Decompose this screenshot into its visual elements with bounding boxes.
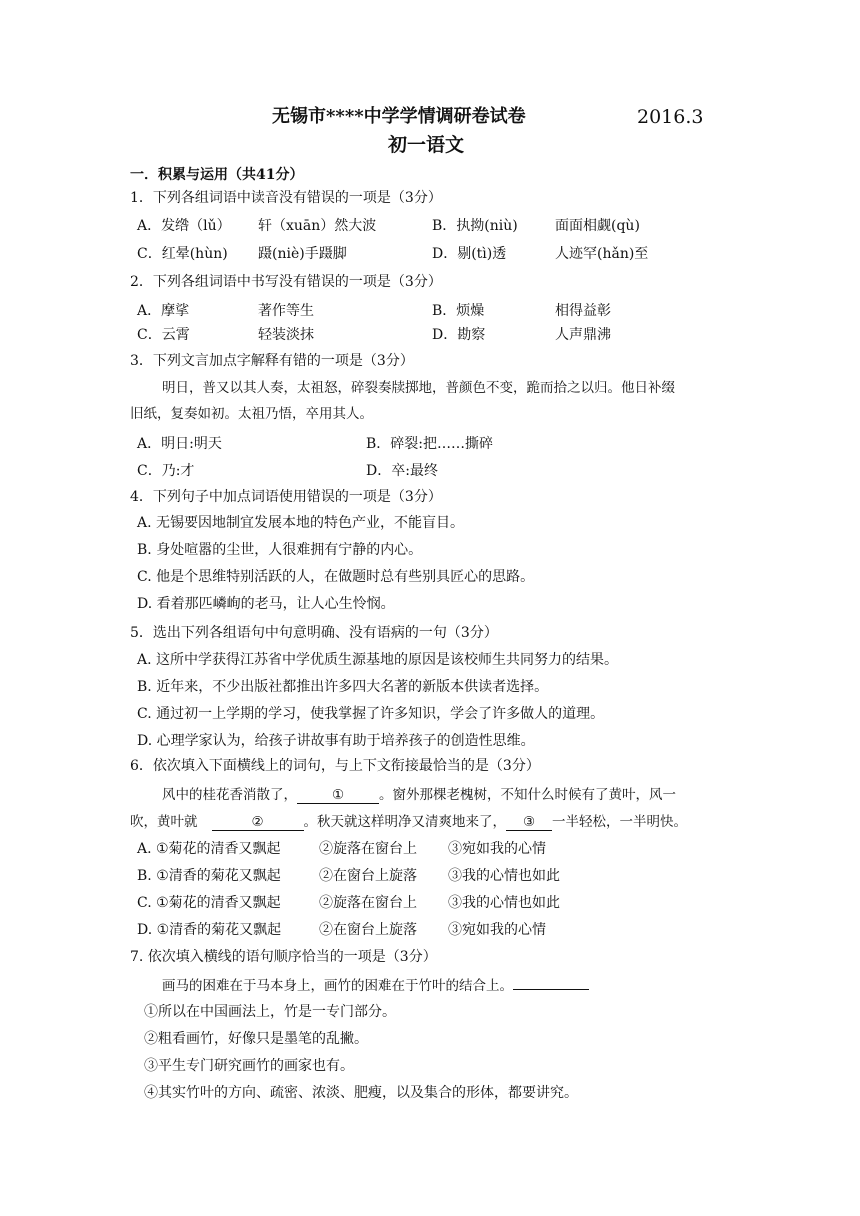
q7-blank <box>513 975 589 990</box>
q2-option-d-part1: D．勘察 <box>432 327 486 343</box>
q6-option-c-3: ③我的心情也如此 <box>448 895 560 911</box>
q6-option-a-1: A. ①菊花的清香又飘起 <box>137 841 281 857</box>
q7-sentence-4: ④其实竹叶的方向、疏密、浓淡、肥瘦，以及集合的形体，都要讲究。 <box>144 1085 578 1101</box>
q3-passage-line1: 明日，普又以其人奏，太祖怒，碎裂奏牍掷地，普颜色不变，跪而拾之以归。他日补缀 <box>162 380 675 396</box>
q1-option-d-part1: D．剔(tì)透 <box>432 246 507 262</box>
question-1-stem: 1．下列各组词语中读音没有错误的一项是（3分） <box>130 190 442 206</box>
blank-3: ③ <box>506 814 552 831</box>
q6-passage-part: 一半轻松，一半明快。 <box>552 814 687 830</box>
q3-passage-line2: 旧纸，复奏如初。太祖乃悟，卒用其人。 <box>130 406 373 422</box>
q7-passage <box>162 975 589 995</box>
question-4-stem: 4．下列句子中加点词语使用错误的一项是（3分） <box>130 489 442 505</box>
exam-date: 2016.3 <box>637 106 704 128</box>
q6-option-b-1: B. ①清香的菊花又飘起 <box>137 868 281 884</box>
q3-option-c: C．乃:才 <box>137 463 195 479</box>
q2-option-b-part2: 相得益彰 <box>555 303 611 319</box>
q7-sentence-3: ③平生专门研究画竹的画家也有。 <box>144 1058 354 1074</box>
q5-option-a: A. 这所中学获得江苏省中学优质生源基地的原因是该校师生共同努力的结果。 <box>137 652 619 668</box>
blank-1: ① <box>297 787 379 804</box>
q2-option-c-part1: C．云霄 <box>137 327 190 343</box>
q6-option-d-3: ③宛如我的心情 <box>448 922 546 938</box>
q2-option-c-part2: 轻装淡抹 <box>258 327 314 343</box>
q6-passage-part: 吹，黄叶就 <box>130 814 198 830</box>
q5-option-d: D. 心理学家认为，给孩子讲故事有助于培养孩子的创造性思维。 <box>137 733 535 749</box>
q1-option-b-part1: B．执拗(niù) <box>432 218 518 234</box>
q6-option-a-2: ②旋落在窗台上 <box>319 841 417 857</box>
blank-2: ② <box>212 814 304 831</box>
q7-sentence-1: ①所以在中国画法上，竹是一专门部分。 <box>144 1004 396 1020</box>
q3-option-d: D．卒:最终 <box>366 463 438 479</box>
q6-option-d-2: ②在窗台上旋落 <box>319 922 417 938</box>
q2-option-a-part2: 著作等生 <box>258 303 314 319</box>
q5-option-b: B. 近年来，不少出版社都推出许多四大名著的新版本供读者选择。 <box>137 679 549 695</box>
q1-option-c-part2: 蹑(niè)手蹑脚 <box>258 246 347 262</box>
q2-option-d-part2: 人声鼎沸 <box>555 327 611 343</box>
section-heading: 一．积累与运用（共41分） <box>130 167 304 183</box>
question-6-stem: 6．依次填入下面横线上的词句，与上下文衔接最恰当的是（3分） <box>130 758 540 774</box>
q6-option-a-3: ③宛如我的心情 <box>448 841 546 857</box>
q1-option-a-part2: 轩（xuān）然大波 <box>258 218 377 234</box>
question-2-stem: 2．下列各组词语中书写没有错误的一项是（3分） <box>130 274 442 290</box>
q6-option-c-2: ②旋落在窗台上 <box>319 895 417 911</box>
q6-option-d-1: D. ①清香的菊花又飘起 <box>137 922 282 938</box>
q6-passage-part: 。窗外那棵老槐树，不知什么时候有了黄叶，风一 <box>379 787 676 803</box>
q2-option-b-part1: B．烦燥 <box>432 303 485 319</box>
q4-option-c: C. 他是个思维特别活跃的人，在做题时总有些别具匠心的思路。 <box>137 569 535 585</box>
q4-option-b: B. 身处喧嚣的尘世，人很难拥有宁静的内心。 <box>137 542 423 558</box>
q4-option-d: D. 看着那匹嶙峋的老马，让人心生怜悯。 <box>137 596 395 612</box>
q7-sentence-2: ②粗看画竹，好像只是墨笔的乱撇。 <box>144 1031 368 1047</box>
q6-passage-part: 风中的桂花香消散了， <box>162 787 297 803</box>
q6-passage-line2 <box>130 813 687 831</box>
q7-passage-text: 画马的困难在于马本身上，画竹的困难在于竹叶的结合上。 <box>162 978 513 994</box>
q3-option-b: B．碎裂:把……撕碎 <box>366 436 494 452</box>
q1-option-c-part1: C．红晕(hùn) <box>137 246 228 262</box>
question-5-stem: 5．选出下列各组语句中句意明确、没有语病的一句（3分） <box>130 625 498 641</box>
q4-option-a: A. 无锡要因地制宜发展本地的特色产业，不能盲目。 <box>137 515 465 531</box>
q5-option-c: C. 通过初一上学期的学习，使我掌握了许多知识，学会了许多做人的道理。 <box>137 706 605 722</box>
question-3-stem: 3．下列文言加点字解释有错的一项是（3分） <box>130 353 414 369</box>
q6-option-c-1: C. ①菊花的清香又飘起 <box>137 895 281 911</box>
q6-option-b-2: ②在窗台上旋落 <box>319 868 417 884</box>
q3-option-a: A．明日:明天 <box>137 436 222 452</box>
q6-option-b-3: ③我的心情也如此 <box>448 868 560 884</box>
q6-passage-line1 <box>162 786 676 804</box>
q1-option-d-part2: 人迹罕(hǎn)至 <box>555 246 649 262</box>
q1-option-b-part2: 面面相觑(qù) <box>555 218 640 234</box>
q2-option-a-part1: A．摩挲 <box>137 303 190 319</box>
question-7-stem: 7. 依次填入横线的语句顺序恰当的一项是（3分） <box>130 949 437 965</box>
q1-option-a-part1: A．发绺（lǔ） <box>137 218 231 234</box>
exam-subtitle: 初一语文 <box>388 134 465 156</box>
q6-passage-part: 。秋天就这样明净又清爽地来了， <box>303 814 506 830</box>
exam-title: 无锡市****中学学情调研卷试卷 <box>272 106 526 127</box>
